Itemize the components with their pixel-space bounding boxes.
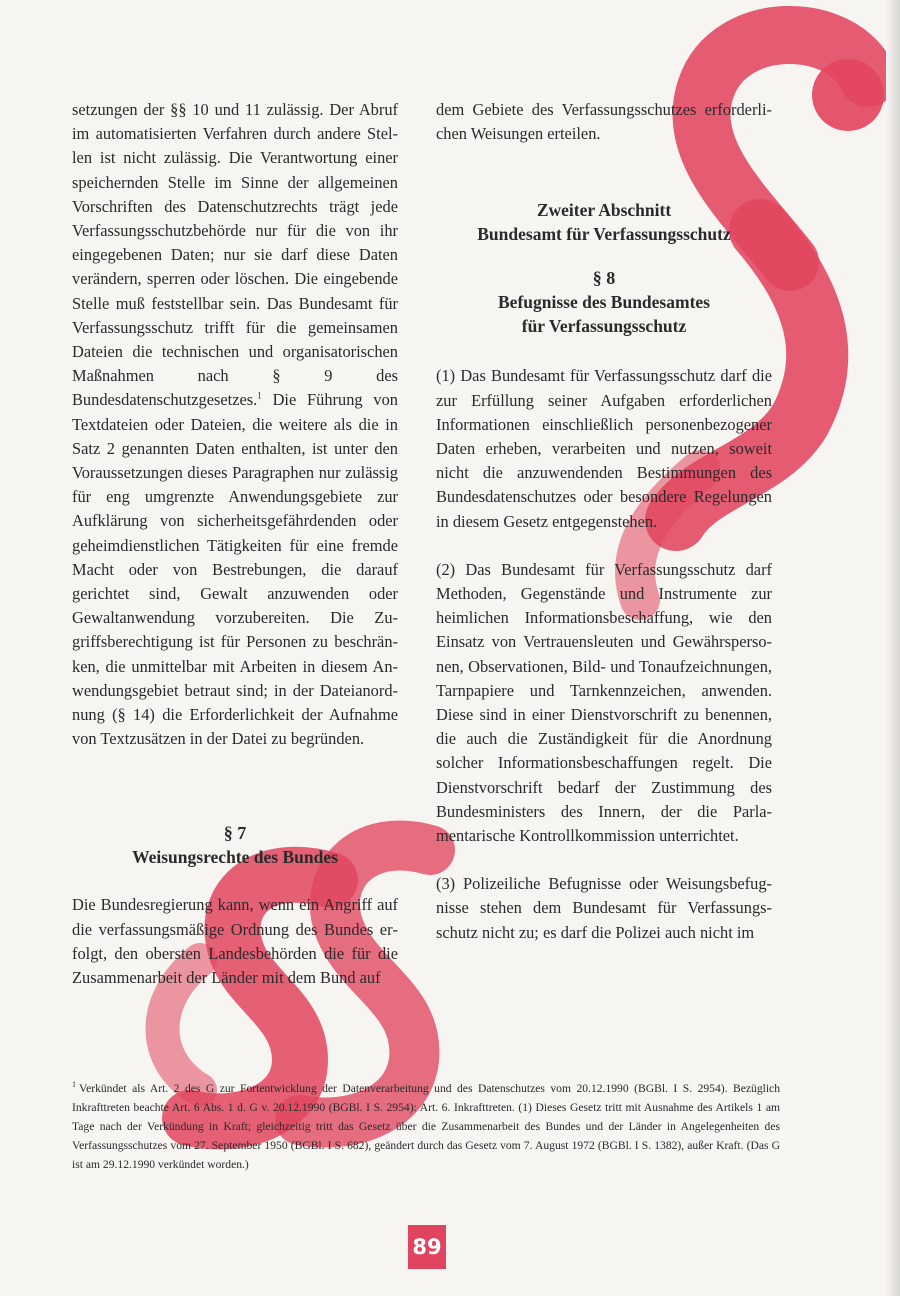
section-8-paragraph-2: (2) Das Bundesamt für Verfassungsschutz darf Methoden, Gegenstände und Instrumente zur heimlichen Informationsbeschaffung, wie den Einsatz von Vertrauensleuten und Gewährspersonen, Observationen, Bild- und Tonaufzeichnungen, Tarnpapiere und Tarnkennzeichen, anwenden. Diese sind in einer Dienstvorschrift zu benennen, die auch die Zuständigkeit für die Anordnung solcher Informationsbeschaffungen regelt. Die Dienstvorschrift bedarf der Zustimmung des Bundesministers des Innern, der die Parlamentarische Kontrollkommission unterrichtet. <box>436 559 772 846</box>
paragraph-text: setzungen der §§ 10 und 11 zulässig. Der Abruf im automatisierten Verfahren durch andere Stellen ist nicht zulässig. Die Verantwortung einer speichernden Stelle im Sinne der allgemeinen Vorschriften des Datenschutzrechts trägt jede Verfassungsschutzbehörde nur für die von ihr eingegebenen Daten; nur sie darf diese Daten verändern, sperren oder löschen. Die eingebende Stelle muß feststellbar sein. Das Bundesamt für Verfassungsschutz trifft für die gemeinsamen Dateien die technischen und organisatorischen Maßnahmen nach § 9 des Bundesdatenschutzgesetzes. <box>72 100 398 410</box>
section-8-paragraph-1: (1) Das Bundesamt für Verfassungsschutz darf die zur Erfüllung seiner Aufgaben erforderlichen Informationen einschließlich personenbezogener Daten erheben, verarbeiten und nutzen, soweit nicht die anzuwendenden Bestimmungen des Bundesdatenschutzes oder besondere Regelungen in diesem Gesetz entgegenstehen. <box>436 366 772 531</box>
chapter-heading <box>436 198 772 246</box>
section-7-number: § 7 <box>223 823 247 844</box>
right-column <box>436 98 772 945</box>
footnote <box>72 1079 780 1174</box>
section-8-title <box>436 290 772 338</box>
continued-text: dem Gebiete des Verfassungsschutzes erforderlichen Weisungen erteilen. <box>436 100 772 144</box>
page-number-badge: 89 <box>408 1225 446 1269</box>
page-edge-shadow <box>886 0 900 1296</box>
watermark-ball <box>812 59 884 131</box>
section-7-text: Die Bundesregierung kann, wenn ein Angriff auf die verfassungsmäßige Ordnung des Bundes erfolgt, den obersten Landesbehörden die für die Zusammenarbeit der Länder mit dem Bund auf <box>72 895 398 988</box>
paragraph-text-continued: Die Führung von Textdateien oder Dateien, die weitere als die in Satz 2 genannten Daten enthalten, ist unter den Voraussetzungen dieses Paragraphen nur zulässig für eng umgrenzte Anwendungsgebiete zur Aufklärung von sicherheitsgefährdenden oder geheimdienstlichen Tätigkeiten für eine fremde Macht oder von Bestrebungen, die darauf gerichtet sind, Gewalt anzuwenden oder Gewaltanwendung vorzubereiten. Die Zugriffsberechtigung ist für Personen zu beschränken, die unmittelbar mit Arbeiten in diesem Anwendungsgebiet betraut sind; in der Dateianordnung (§ 14) die Erforderlichkeit der Aufnahme von Textzusätzen in der Datei zu begründen. <box>72 390 398 749</box>
section-8-paragraph-3: (3) Polizeiliche Befugnisse oder Weisungsbefugnisse stehen dem Bundesamt für Verfassungsschutz nicht zu; es darf die Polizei auch nicht im <box>436 874 772 942</box>
chapter-title-line2: Bundesamt für Verfassungsschutz <box>477 224 731 245</box>
footnote-text: Verkündet als Art. 2 des G zur Fortentwicklung der Datenverarbeitung und des Datenschutzes vom 20.12.1990 (BGBl. I S. 2954). Bezüglich Inkrafttreten beachte Art. 6 Abs. 1 d. G v. 20.12.1990 (BGBl. I S. 2954): Art. 6. Inkrafttreten. (1) Dieses Gesetz tritt mit Ausnahme des Artikels 1 am Tage nach der Verkündung in Kraft; gleichzeitig tritt das Gesetz über die Zusammenarbeit des Bundes und der Länder in Angelegenheiten des Verfassungsschutzes vom 27. September 1950 (BGBl. I S. 682), geändert durch das Gesetz vom 7. August 1972 (BGBl. I S. 1382), außer Kraft. (Das G ist am 29.12.1990 verkündet worden.) <box>72 1082 780 1171</box>
section-8-title-line1: Befugnisse des Bundesamtes <box>498 292 710 313</box>
paragraph <box>72 98 398 751</box>
section-8-title-line2: für Verfassungsschutz <box>521 316 687 337</box>
left-column <box>72 98 398 990</box>
section-7-title: Weisungsrechte des Bundes <box>132 847 338 868</box>
footnote-reference[interactable]: 1 <box>257 390 262 401</box>
chapter-title-line1: Zweiter Abschnitt <box>536 200 672 221</box>
footnote-mark: 1 <box>72 1080 76 1090</box>
section-8-number: § 8 <box>592 268 616 289</box>
